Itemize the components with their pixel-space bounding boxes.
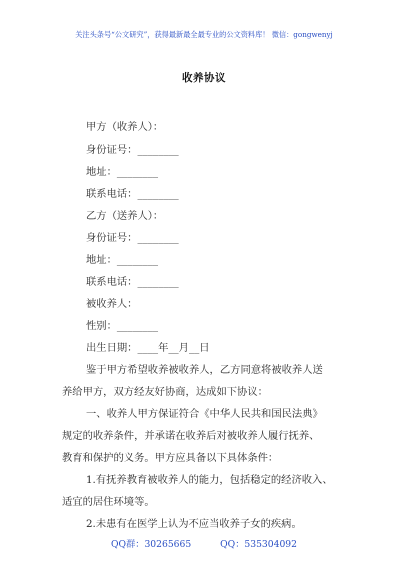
adoptee-heading: 被收养人： (86, 298, 138, 310)
header-notice: 关注头条号“公文研究”，获得最新最全最专业的公文资料库！ 微信：gongwenyj (75, 30, 333, 39)
party-b-heading: 乙方（送养人）： (86, 210, 164, 222)
party-b-id-number: 身份证号：________ (86, 232, 179, 244)
party-a-phone: 联系电话：________ (86, 188, 179, 200)
party-b-address: 地址：________ (86, 254, 159, 266)
adoptee-birth-date: 出生日期：____年__月__日 (86, 342, 210, 354)
item-2-line-1: 2.未患有在医学上认为不应当收养子女的疾病。 (86, 518, 302, 530)
document-title: 收养协议 (182, 72, 226, 84)
footer-qq: QQ：535304092 (220, 539, 297, 550)
clause-1-line-3: 教育和保护的义务。甲方应具备以下具体条件： (62, 452, 279, 464)
preamble-line-1: 鉴于甲方希望收养被收养人，乙方同意将被收养人送 (86, 364, 323, 376)
adoptee-gender: 性别：________ (86, 320, 159, 332)
party-a-heading: 甲方（收养人）： (86, 121, 164, 133)
footer-contact (0, 536, 408, 550)
clause-1-line-1: 一、收养人甲方保证符合《中华人民共和国民法典》 (86, 408, 323, 420)
clause-1-line-2: 规定的收养条件，并承诺在收养后对被收养人履行抚养、 (62, 430, 320, 442)
party-b-phone: 联系电话：________ (86, 276, 179, 288)
item-1-line-2: 适宜的居住环境等。 (62, 496, 155, 508)
footer-qq-group: QQ群：30265665 (111, 539, 192, 550)
party-a-address: 地址：________ (86, 166, 159, 178)
item-1-line-1: 1.有抚养教育被收养人的能力，包括稳定的经济收入、 (86, 474, 333, 486)
party-a-id-number: 身份证号：________ (86, 144, 179, 156)
preamble-line-2: 养给甲方，双方经友好协商，达成如下协议： (62, 386, 268, 398)
